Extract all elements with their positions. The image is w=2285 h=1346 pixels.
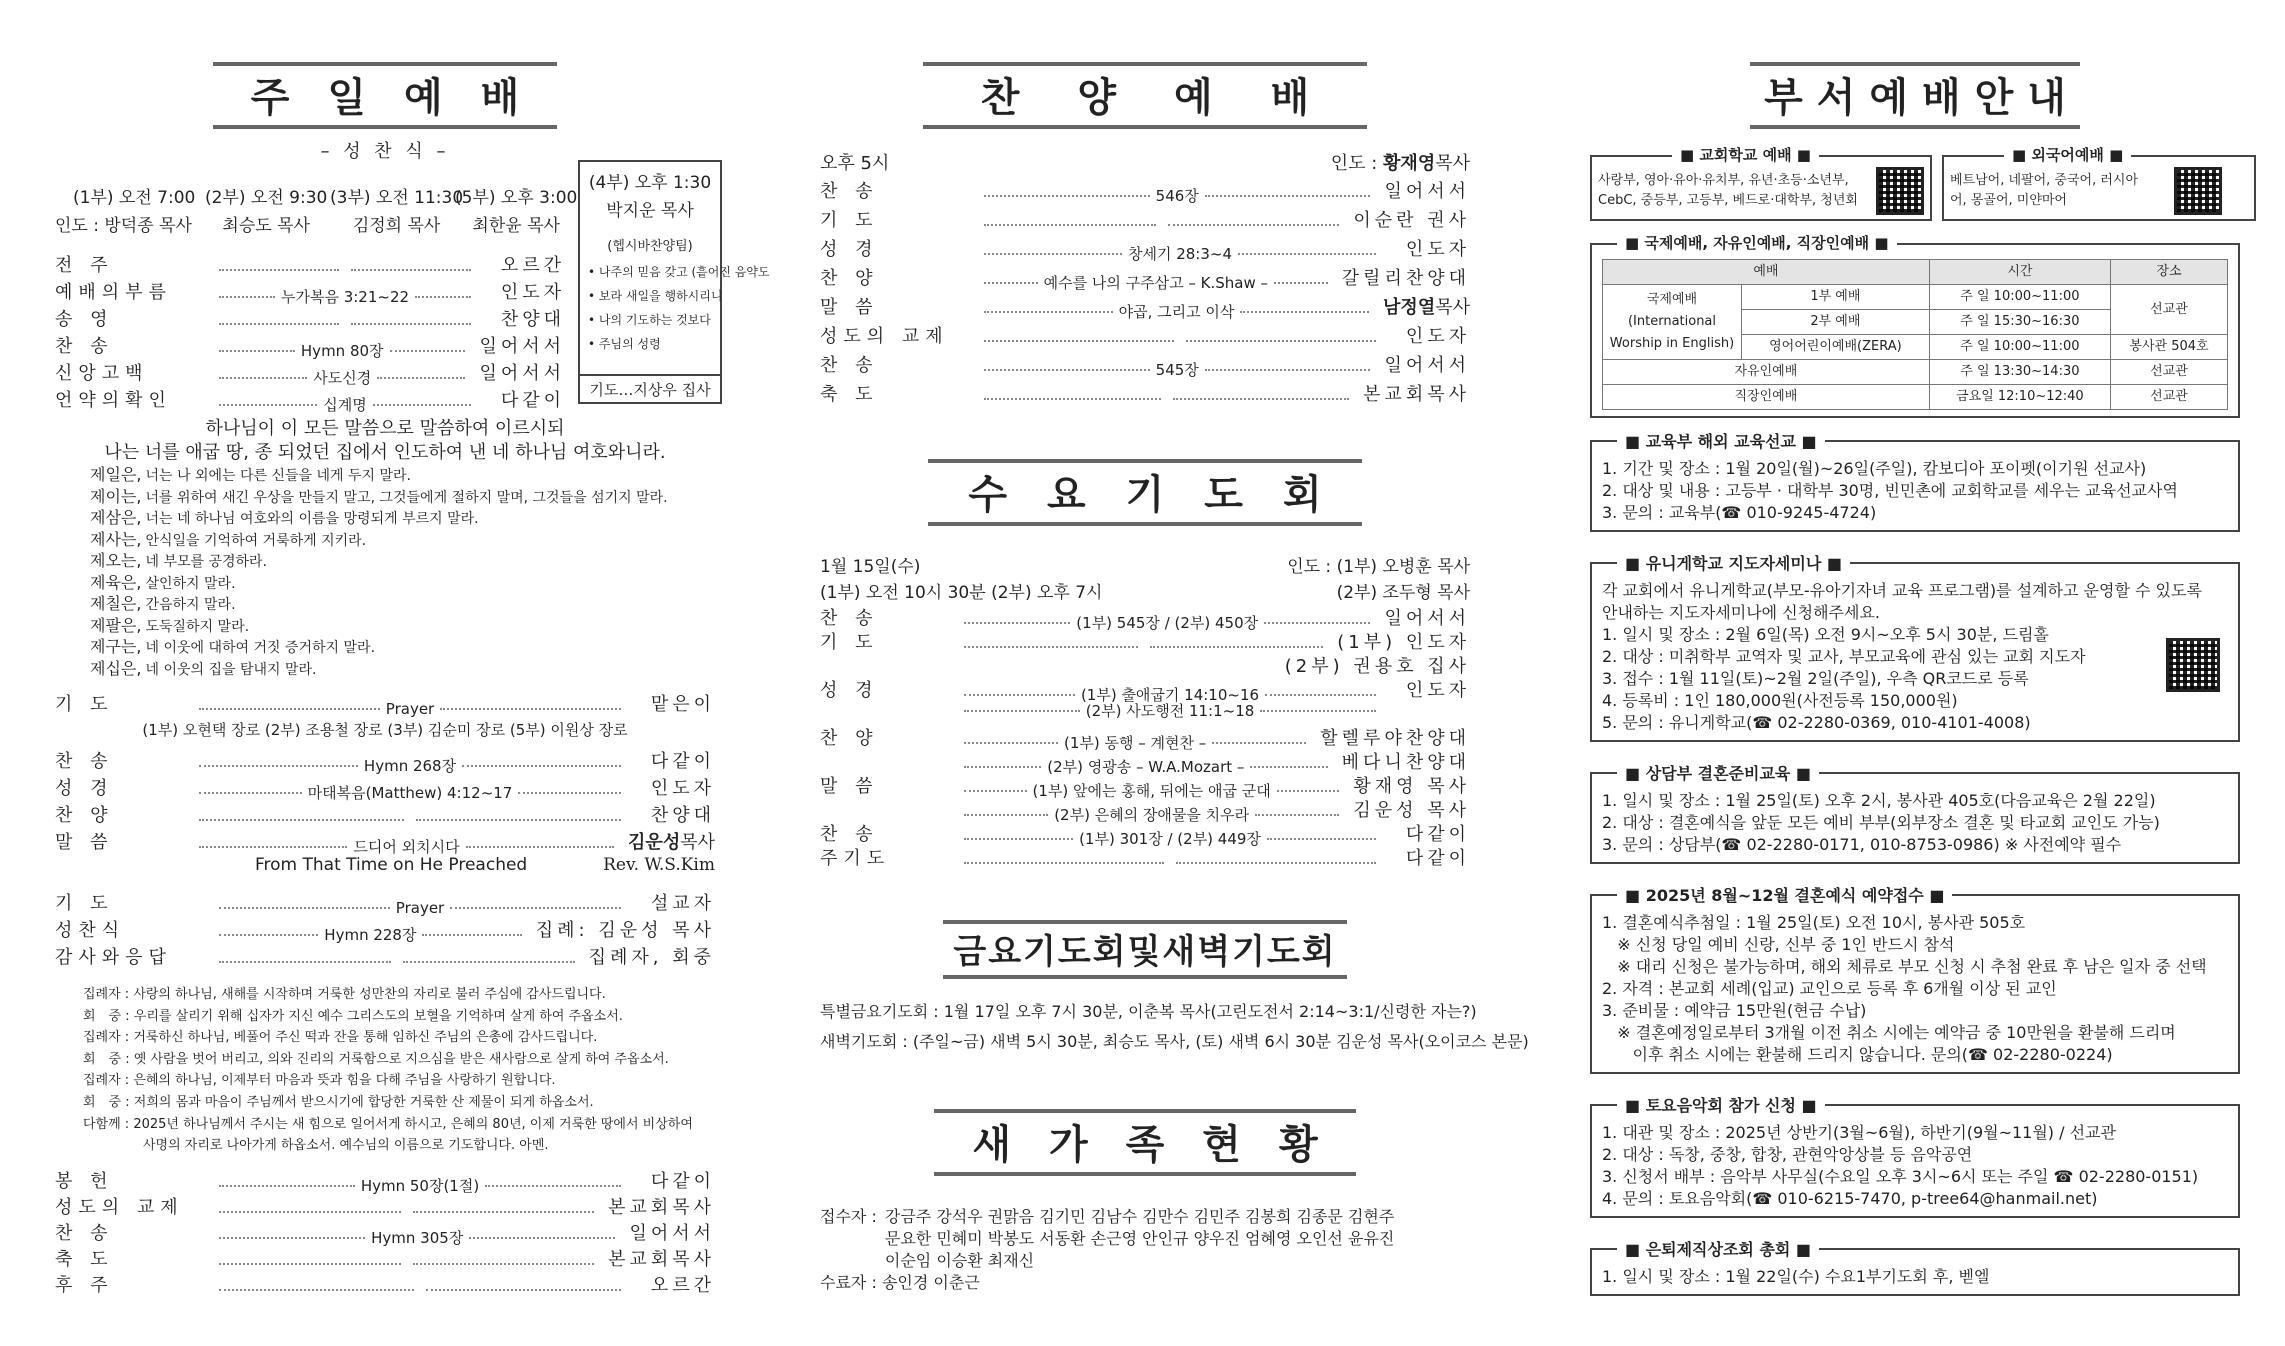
notice-line: ※ 결혼예정일로부터 3개월 이전 취소 시에는 예약금 중 10만원을 환불해 드리며	[1602, 1023, 2176, 1042]
order-performer: 황재영 목사	[1353, 776, 1470, 797]
order-item: Prayer	[213, 899, 627, 917]
notice-line: 2. 대상 : 결혼예식을 앞둔 모든 예비 부부(외부장소 결혼 및 타교회 교인도 가능)	[1602, 813, 2160, 832]
order-item: (1부) 동행 – 계현찬 –	[958, 732, 1312, 753]
order-performer: 베다니찬양대	[1341, 752, 1470, 773]
order-label: 성도의 교제	[820, 326, 949, 347]
order-item: 누가복음 3:21~22	[213, 286, 477, 307]
notice-line: 1. 일시 및 장소 : 1월 22일(수) 수요1부기도회 후, 벧엘	[1602, 1267, 1990, 1286]
order-performer: 찬양대	[650, 805, 715, 826]
order-performer: 남정열목사	[1383, 297, 1470, 318]
order-label: 언약의확인	[55, 390, 172, 411]
order-row	[55, 332, 565, 359]
done-label: 수료자 :	[820, 1273, 877, 1292]
accept-names: 강금주 강석우 권맑음 김기민 김남수 김만수 김민주 김봉희 김종문 김현주 문요한 민혜미 박봉도 서동환 손근영 안인규 양우진 엄혜영 오인선 윤유진 이순임 이승환 최재신	[884, 1207, 1395, 1270]
order-label: 찬 송	[820, 355, 879, 376]
order-row	[820, 351, 1470, 380]
notice-heading: ■ 교육부 해외 교육선교 ■	[1617, 429, 1825, 452]
order-label: 찬 양	[820, 728, 879, 749]
foreign-box: ■ 외국어예배 ■ 베트남어, 네팔어, 중국어, 러시아어, 몽골어, 미얀마어	[1942, 155, 2256, 221]
responsive-line: 집례자 : 사랑의 하나님, 새해를 시작하며 거룩한 성만찬의 자리로 불러 주심에 감사드립니다.	[83, 987, 606, 1002]
order-performer: 인도자	[1405, 326, 1470, 347]
foreign-qr-icon[interactable]	[2174, 167, 2222, 215]
order-label: 성찬식	[55, 920, 126, 941]
order-label: 찬 송	[55, 336, 114, 357]
notice-line: 5. 문의 : 유니게학교(☎ 02-2280-0369, 010-4101-4008)	[1602, 713, 2031, 732]
order-label: 기 도	[820, 210, 879, 231]
order-item	[213, 1288, 627, 1291]
notice-box	[1590, 1240, 2240, 1296]
service-3: (3부) 오전 11:30 김정희 목사	[330, 188, 464, 236]
prayers-line: (1부) 오현택 장로 (2부) 조용철 장로 (3부) 김순미 장로 (5부) 이원상 장로	[142, 721, 628, 739]
order-row	[55, 305, 565, 332]
notice-line: 각 교회에서 유니게학교(부모-유아기자녀 교육 프로그램)를 설계하고 운영할 수 있도록	[1602, 581, 2202, 600]
dept-notices	[1590, 432, 2240, 1296]
order-row	[55, 251, 565, 278]
commandment: 제팔은, 도둑질하지 말라.	[90, 615, 250, 635]
order-performer: 설교자	[650, 893, 715, 914]
sunday-order-4	[55, 1167, 715, 1297]
sermon-english-author: Rev. W.S.Kim	[603, 855, 715, 875]
sunday-order-2a	[55, 690, 715, 717]
order-label: 말 씀	[820, 297, 879, 318]
responsive-line: 집례자 : 거룩하신 하나님, 베풀어 주신 떡과 잔을 통해 임하신 주님의 은총에 감사드립니다.	[83, 1030, 598, 1046]
order-item	[213, 268, 477, 271]
praise-time: 오후 5시	[820, 153, 890, 174]
order-row	[820, 322, 1470, 351]
order-item: 마태복음(Matthew) 4:12~17	[193, 782, 627, 803]
wednesday-order	[820, 604, 1470, 868]
order-row	[55, 359, 565, 386]
order-item: Hymn 268장	[193, 755, 627, 776]
notice-line: 1. 결혼예식추첨일 : 1월 25일(토) 오전 10시, 봉사관 505호	[1602, 913, 2026, 932]
order-performer: (1부) 인도자	[1337, 632, 1470, 653]
commandment: 제오는, 네 부모를 공경하라.	[90, 551, 268, 570]
order-label: 주기도	[820, 848, 891, 869]
order-label: 찬 송	[55, 1222, 114, 1244]
order-item: (2부) 사도행전 11:1~18	[958, 700, 1382, 721]
notice-line: 1. 일시 및 장소 : 2월 6일(목) 오전 9시~오후 5시 30분, 드림홀	[1602, 625, 2049, 644]
order-performer: 본교회목사	[1363, 384, 1470, 405]
wednesday-title: 수요기도회	[928, 459, 1361, 526]
order-label: 후 주	[55, 1274, 114, 1296]
wednesday-times: (1부) 오전 10시 30분 (2부) 오후 7시	[820, 583, 1103, 603]
commandment: 제사는, 안식일을 기억하여 거룩하게 지키라.	[90, 529, 367, 549]
order-row	[55, 828, 715, 855]
friday-line-1: 특별금요기도회 : 1월 17일 오후 7시 30분, 이춘복 목사(고린도전서 2:14~3:1/신령한 자는?)	[820, 1002, 1477, 1021]
order-label: 찬 송	[820, 824, 879, 845]
order-item	[978, 339, 1382, 342]
notice-line: 3. 신청서 배부 : 음악부 사무실(수요일 오후 3시~6시 또는 주일 ☎ 02-2280-0151)	[1602, 1167, 2199, 1186]
order-item: 545장	[978, 359, 1376, 380]
dept-title: 부서예배안내	[1750, 62, 2080, 129]
order-performer: 오르간	[500, 255, 565, 276]
order-item: (2부) 영광송 – W.A.Mozart –	[958, 756, 1334, 777]
commandments-intro-2: 나는 너를 애굽 땅, 종 되었던 집에서 인도하여 낸 네 하나님 여호와니라.	[104, 442, 666, 463]
order-item	[213, 322, 477, 325]
responsive-line: 다함께 : 2025년 하나님께서 주시는 새 힘으로 일어서게 하시고, 은혜의 80년, 이제 거룩한 땅에서 비상하여	[83, 1116, 693, 1132]
order-row	[820, 380, 1470, 409]
order-performer: 본교회목사	[608, 1248, 715, 1270]
notice-line: 3. 문의 : 교육부(☎ 010-9245-4724)	[1602, 503, 1877, 522]
order-row	[55, 774, 715, 801]
order-item: (1부) 301장 / (2부) 449장	[958, 828, 1382, 849]
notice-heading: ■ 상담부 결혼준비교육 ■	[1617, 761, 1819, 784]
order-label: 봉 헌	[55, 1170, 114, 1192]
notice-heading: ■ 유니게학교 지도자세미나 ■	[1617, 551, 1850, 574]
order-item: Hymn 305장	[213, 1227, 621, 1248]
order-label: 말 씀	[820, 776, 879, 797]
order-row	[820, 652, 1470, 676]
order-performer: 본교회목사	[608, 1196, 715, 1218]
order-item: 창세기 28:3~4	[978, 243, 1382, 264]
order-performer: 집례: 김운성 목사	[535, 920, 715, 941]
order-row	[55, 1271, 715, 1297]
order-item	[958, 645, 1329, 648]
order-row	[820, 604, 1470, 632]
order-performer: 일어서서	[1384, 608, 1470, 629]
order-label: 송 영	[55, 309, 114, 330]
order-label: 말 씀	[55, 832, 114, 853]
notice-line: 안내하는 지도자세미나에 신청해주세요.	[1602, 603, 1881, 622]
praise-leader: 인도 : 황재영목사	[1330, 153, 1470, 174]
order-label: 축 도	[55, 1248, 114, 1270]
order-label: 성 경	[55, 778, 114, 799]
notice-box	[1590, 554, 2240, 742]
intl-table: 예배 시간 장소 국제예배 (International Worship in English) 1부 예배 주 일 10:00~11:00 선교관 2부 예배 주 일 15:30~16:30 영어어린이예배(ZERA) 주 일 10:00~11:00 봉사관 504호 자유인예배 주 일 13:30~14:30 선교관 직장인예배 금요일 12:10~12:40 선교관	[1602, 259, 2228, 410]
notice-line: 4. 문의 : 토요음악회(☎ 010-6215-7470, p-tree64@hanmail.net)	[1602, 1189, 2098, 1208]
order-row	[55, 889, 715, 916]
order-performer: 다같이	[1405, 824, 1470, 845]
order-row	[55, 1167, 715, 1193]
order-row	[820, 724, 1470, 752]
order-performer: 인도자	[650, 778, 715, 799]
order-label: 찬 송	[55, 751, 114, 772]
order-label: 성 경	[820, 680, 879, 701]
friday-title: 금요기도회및새벽기도회	[943, 920, 1346, 979]
order-label: 성도의 교제	[55, 1196, 184, 1218]
responsive-line: 회 중 : 옛 사람을 벗어 버리고, 의와 진리의 거룩함으로 지으심을 받은 새사람으로 살게 하여 주옵소서.	[83, 1051, 669, 1067]
order-performer: 이순란 권사	[1353, 210, 1470, 231]
praise-title: 찬양예배	[923, 62, 1368, 129]
order-item	[978, 397, 1355, 400]
commandments-intro-1: 하나님이 이 모든 말씀으로 말씀하여 이르시되	[205, 418, 565, 439]
order-label: 찬 양	[820, 268, 879, 289]
order-performer: 일어서서	[479, 336, 565, 357]
order-item: (1부) 앞에는 홍해, 뒤에는 애굽 군대	[958, 780, 1345, 801]
notice-line: ※ 대리 신청은 불가능하며, 해외 체류로 부모 신청 시 추첨 완료 후 남은 일자 중 선택	[1602, 957, 2207, 976]
responsive-line: 사명의 자리로 나아가게 하옵소서. 예수님의 이름으로 기도합니다. 아멘.	[143, 1138, 549, 1154]
order-item: 야곱, 그리고 이삭	[978, 301, 1375, 322]
fourth-service-box: (4부) 오후 1:30 박지운 목사 (헵시바찬양팀) • 나주의 믿음 갖고 (흩어진 음약도 • 보라 새일을 행하시리니 • 나의 기도하는 것보다 • 주님의 성령 기도…지상우 집사	[578, 160, 722, 404]
wednesday-leader-1: 인도 : (1부) 오병훈 목사	[1287, 557, 1470, 577]
order-row	[55, 801, 715, 828]
order-row	[55, 916, 715, 943]
order-label: 기 도	[55, 694, 114, 715]
intl-box: ■ 국제예배, 자유인예배, 직장인예배 ■ 예배 시간 장소 국제예배 (International Worship in English) 1부 예배 주 일 10:00~11:00 선교관 2부 예배 주 일 15:30~16:30 영어어린이예배(ZERA) 주 일 10:00~11:00 봉사관 504호 자유인예배 주 일 13:30~14:30 선교관 직장인예배 금요일 12:10~12:40 선교관	[1590, 243, 2240, 418]
service-5: (5부) 오후 3:00 최한윤 목사	[455, 188, 578, 236]
commandment: 제십은, 네 이웃의 집을 탐내지 말라.	[90, 658, 317, 678]
commandment: 제육은, 살인하지 말라.	[90, 572, 236, 592]
order-item: (1부) 출애굽기 14:10~16	[958, 684, 1382, 705]
order-item: Prayer	[193, 700, 627, 718]
order-row	[55, 1219, 715, 1245]
order-performer: 오르간	[650, 1274, 715, 1296]
order-row	[820, 235, 1470, 264]
notice-line: 1. 기간 및 장소 : 1월 20일(월)~26일(주일), 캄보디아 포이펫(이기원 선교사)	[1602, 459, 2147, 478]
service-2: (2부) 오전 9:30 최승도 목사	[205, 188, 328, 236]
commandments-list	[90, 465, 715, 680]
commandment: 제일은, 너는 나 외에는 다른 신들을 네게 두지 말라.	[90, 465, 411, 484]
notice-heading: ■ 은퇴제직상조회 총회 ■	[1617, 1237, 1819, 1260]
sunday-column	[55, 0, 770, 1297]
order-performer: 맡은이	[650, 694, 715, 715]
commandment: 제이는, 너를 위하여 새긴 우상을 만들지 말고, 그것들에게 절하지 말며, 그것들을 섬기지 말라.	[90, 486, 668, 506]
notice-line: 4. 등록비 : 1인 180,000원(사전등록 150,000원)	[1602, 691, 1958, 710]
order-performer: 인도자	[1405, 239, 1470, 260]
notice-line: 2. 대상 : 독창, 중창, 합창, 관현악앙상블 등 음악공연	[1602, 1145, 1973, 1164]
notice-line: 1. 일시 및 장소 : 1월 25일(토) 오후 2시, 봉사관 405호(다음교육은 2월 22일)	[1602, 791, 2156, 810]
commandment: 제구는, 네 이웃에 대하여 거짓 증거하지 말라.	[90, 637, 376, 656]
responsive-line: 회 중 : 우리를 살리기 위해 십자가 지신 예수 그리스도의 보혈을 기억하며 살게 하여 주옵소서.	[83, 1008, 623, 1024]
notice-line: 2. 자격 : 본교회 세례(입교) 교인으로 등록 후 6개월 이상 된 교인	[1602, 979, 2057, 998]
order-label: 찬 송	[820, 608, 879, 629]
middle-column	[820, 0, 1529, 1294]
order-label: 전 주	[55, 255, 114, 276]
order-row	[55, 943, 715, 970]
order-row	[820, 264, 1470, 293]
sermon-english-title: From That Time on He Preached	[255, 855, 528, 875]
order-performer: 할렐루야찬양대	[1320, 728, 1470, 749]
order-performer: 인도자	[500, 282, 565, 303]
order-performer: 집례자, 회중	[588, 947, 715, 968]
order-performer: 김운성목사	[628, 832, 715, 853]
order-performer: (2부) 권용호 집사	[1284, 656, 1470, 677]
order-item: Hymn 80장	[213, 340, 471, 361]
order-performer: 갈릴리찬양대	[1341, 268, 1470, 289]
wednesday-leader-2: (2부) 조두형 목사	[1336, 583, 1470, 603]
order-performer: 일어서서	[1384, 181, 1470, 202]
responsive-line: 회 중 : 저희의 몸과 마음이 주님께서 받으시기에 합당한 거룩한 산 제물이 되게 하옵소서.	[83, 1094, 594, 1110]
wednesday-date: 1월 15일(수)	[820, 557, 921, 577]
service-1: (1부) 오전 7:00 인도 : 방덕종 목사	[55, 188, 196, 236]
order-row	[820, 177, 1470, 206]
notice-line: 3. 준비물 : 예약금 15만원(현금 수납)	[1602, 1001, 1867, 1020]
order-label: 찬 송	[820, 181, 879, 202]
order-performer: 일어서서	[629, 1222, 715, 1244]
order-row	[820, 676, 1470, 704]
order-row	[55, 747, 715, 774]
church-school-box: ■ 교회학교 예배 ■ 사랑부, 영아·유아·유치부, 유년·초등·소년부, CebC, 중등부, 고등부, 베드로·대학부, 청년회	[1590, 155, 1932, 221]
order-performer: 찬양대	[500, 309, 565, 330]
praise-order	[820, 177, 1470, 409]
order-row	[820, 206, 1470, 235]
order-row	[55, 690, 715, 717]
order-item: (1부) 545장 / (2부) 450장	[958, 612, 1376, 633]
order-row	[55, 1245, 715, 1271]
order-item: 546장	[978, 185, 1376, 206]
order-label: 감사와응답	[55, 947, 172, 968]
order-item	[213, 1262, 600, 1265]
seminar-qr-icon[interactable]	[2166, 638, 2220, 692]
order-performer: 다같이	[650, 751, 715, 772]
sunday-order-2b	[55, 747, 715, 855]
sunday-subtitle: – 성 찬 식 –	[320, 141, 450, 162]
order-label: 기 도	[820, 632, 879, 653]
done-names: 송인경 이춘근	[881, 1273, 980, 1292]
order-item: 사도신경	[213, 367, 471, 388]
order-label: 신앙고백	[55, 363, 149, 384]
order-item: 예수를 나의 구주삼고 – K.Shaw –	[978, 272, 1334, 293]
order-item: Hymn 228장	[213, 924, 528, 945]
order-performer: 인도자	[1405, 680, 1470, 701]
order-label: 찬 양	[55, 805, 114, 826]
responsive-line: 집례자 : 은혜의 하나님, 이제부터 마음과 뜻과 힘을 다해 주님을 사랑하기 원합니다.	[83, 1073, 556, 1089]
commandment: 제삼은, 너는 네 하나님 여호와의 이름을 망령되게 부르지 말라.	[90, 508, 479, 527]
order-label: 기 도	[55, 893, 114, 914]
friday-line-2: 새벽기도회 : (주일~금) 새벽 5시 30분, 최승도 목사, (토) 새벽 6시 30분 김운성 목사(오이코스 본문)	[820, 1032, 1529, 1051]
order-row	[55, 386, 565, 413]
order-item: 드디어 외치시다	[193, 836, 620, 857]
notice-line: 이후 취소 시에는 환불해 드리지 않습니다. 문의(☎ 02-2280-0224)	[1602, 1045, 2113, 1064]
order-item: Hymn 50장(1절)	[213, 1175, 627, 1196]
sunday-title: 주일예배	[213, 62, 558, 129]
order-row	[55, 1193, 715, 1219]
responsive-reading	[83, 984, 715, 1157]
order-item	[213, 960, 581, 963]
notice-line: 1. 대관 및 장소 : 2025년 상반기(3월~6월), 하반기(9월~11월) / 선교관	[1602, 1123, 2116, 1142]
accept-label: 접수자 :	[820, 1207, 877, 1226]
order-performer: 김운성 목사	[1353, 800, 1470, 821]
sunday-order-1	[55, 251, 565, 413]
notice-line: 2. 대상 : 미취학부 교역자 및 교사, 부모교육에 관심 있는 교회 지도자	[1602, 647, 2086, 666]
order-item	[958, 861, 1382, 864]
notice-heading: ■ 토요음악회 참가 신청 ■	[1617, 1093, 1825, 1116]
order-performer: 다같이	[500, 390, 565, 411]
order-performer: 다같이	[650, 1170, 715, 1192]
notice-box	[1590, 1096, 2240, 1218]
order-item	[978, 223, 1345, 226]
order-row	[820, 293, 1470, 322]
order-item	[193, 818, 627, 821]
order-performer: 일어서서	[1384, 355, 1470, 376]
notice-box	[1590, 764, 2240, 864]
commandment: 제칠은, 간음하지 말라.	[90, 594, 236, 613]
order-label: 축 도	[820, 384, 879, 405]
order-performer: 다같이	[1405, 848, 1470, 869]
order-label: 예배의부름	[55, 282, 172, 303]
notice-line: 3. 접수 : 1월 11일(토)~2월 2일(주일), 우측 QR코드로 등록	[1602, 669, 2029, 688]
notice-box	[1590, 886, 2240, 1074]
notice-line: 2. 대상 및 내용 : 고등부 · 대학부 30명, 빈민촌에 교회학교를 세우는 교육선교사역	[1602, 481, 2178, 500]
church-school-qr-icon[interactable]	[1876, 167, 1924, 215]
order-item: (2부) 은혜의 장애물을 치우라	[958, 804, 1345, 825]
notice-heading: ■ 2025년 8월~12월 결혼예식 예약접수 ■	[1617, 883, 1952, 906]
newfamily-title: 새가족현황	[934, 1109, 1355, 1176]
order-performer: 일어서서	[479, 363, 565, 384]
sunday-order-3	[55, 889, 715, 970]
dept-column	[1590, 0, 2240, 1326]
order-row	[820, 700, 1470, 724]
notice-line: ※ 신청 당일 예비 신랑, 신부 중 1인 반드시 참석	[1602, 935, 1955, 954]
order-item	[213, 1210, 600, 1213]
notice-box	[1590, 432, 2240, 532]
order-label: 성 경	[820, 239, 879, 260]
order-row	[55, 278, 565, 305]
order-item: 십계명	[213, 394, 477, 415]
notice-line: 3. 문의 : 상담부(☎ 02-2280-0171, 010-8753-0986) ※ 사전예약 필수	[1602, 835, 2122, 854]
